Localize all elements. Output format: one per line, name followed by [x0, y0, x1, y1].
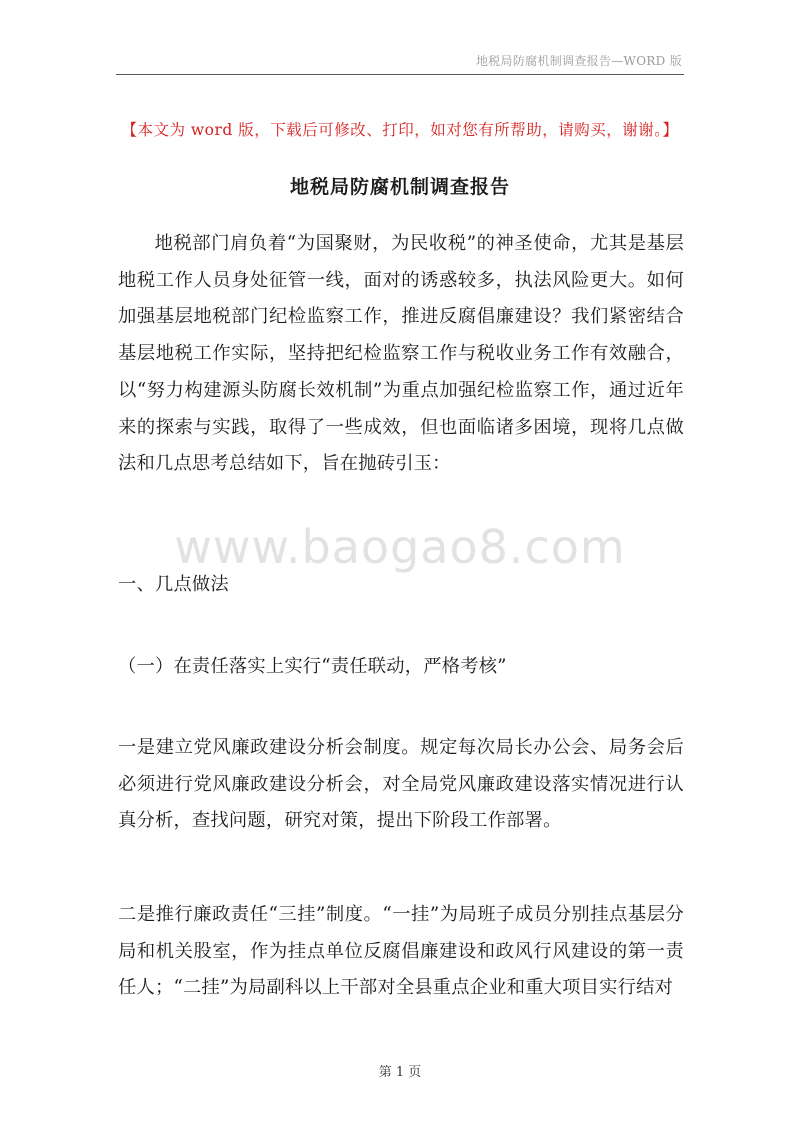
paragraph-analysis-meeting: 一是建立党风廉政建设分析会制度。规定每次局长办公会、局务会后必须进行党风廉政建设分析会，对全局党风廉政建设落实情况进行认真分析，查找问题，研究对策，提出下阶段工作部署。 [118, 737, 684, 832]
intro-paragraph: 地税部门肩负着“为国聚财，为民收税”的神圣使命，尤其是基层地税工作人员身处征管一线，面对的诱惑较多，执法风险更大。如何加强基层地税部门纪检监察工作，推进反腐倡廉建设？我们紧密结合基层地税工作实际，坚持把纪检监察工作与税收业务工作有效融合，以“努力构建源头防腐长效机制”为重点加强纪检监察工作，通过近年来的探索与实践，取得了一些成效，但也面临诸多困境，现将几点做法和几点思考总结如下，旨在抛砖引玉： [118, 233, 684, 475]
section-heading: 一、几点做法 [118, 574, 229, 595]
subsection-heading: （一）在责任落实上实行“责任联动，严格考核” [118, 656, 507, 677]
running-title: 地税局防腐机制调查报告—WORD 版 [475, 54, 682, 68]
page-number: 第 1 页 [378, 1065, 422, 1080]
document-title: 地税局防腐机制调查报告 [289, 176, 510, 198]
header-rule [116, 74, 684, 75]
watermark: www.baogao8.com [174, 520, 626, 574]
purchase-notice: 【本文为 word 版，下载后可修改、打印，如对您有所帮助，请购买，谢谢。】 [121, 121, 679, 139]
paragraph-three-links: 二是推行廉政责任“三挂”制度。“一挂”为局班子成员分别挂点基层分局和机关股室，作为挂点单位反腐倡廉建设和政风行风建设的第一责任人；“二挂”为局副科以上干部对全县重点企业和重大项目实行结对 [118, 904, 684, 999]
